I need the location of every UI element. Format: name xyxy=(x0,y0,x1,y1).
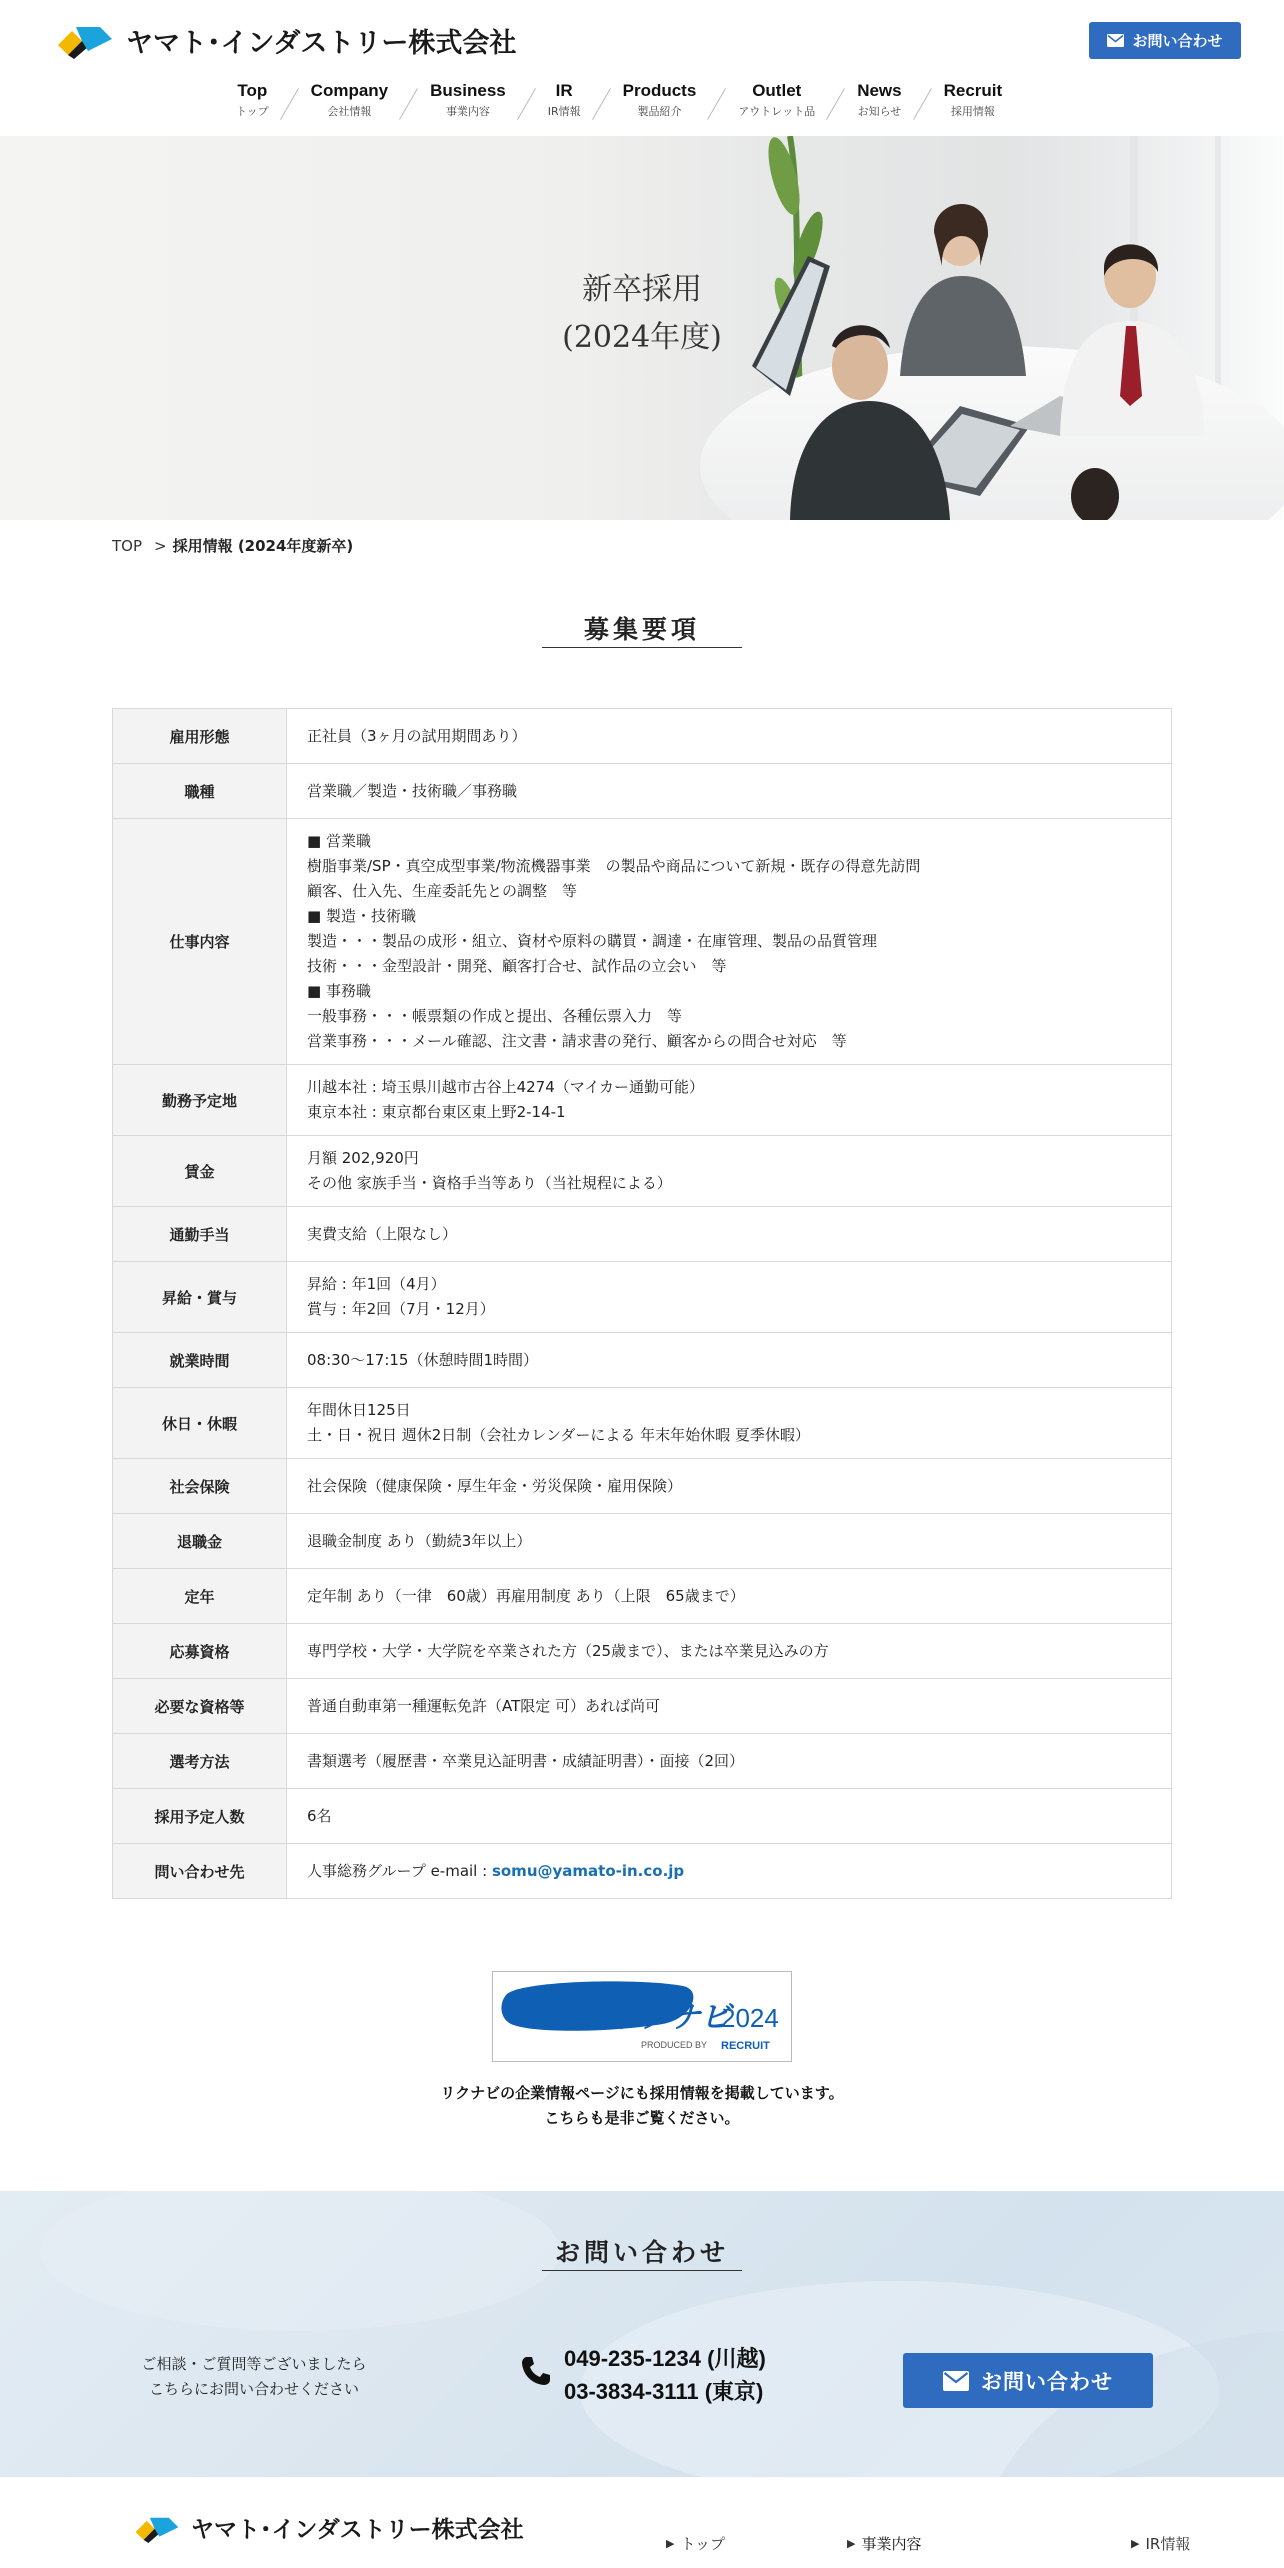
recruit-brand: RECRUIT xyxy=(721,2040,770,2052)
section-title-underline xyxy=(542,647,742,648)
nav-label-en: News xyxy=(857,81,902,100)
company-name: ヤマト･インダストリー株式会社 xyxy=(126,27,517,59)
table-row-label: 社会保険 xyxy=(113,1459,287,1513)
table-row-line: 実費支給（上限なし） xyxy=(307,1224,458,1243)
table-row xyxy=(113,1388,1171,1459)
table-row xyxy=(113,1844,1171,1899)
table-row-value xyxy=(287,1789,1171,1843)
table-row-value xyxy=(287,709,1171,763)
requirements-table xyxy=(112,708,1172,1899)
table-row-line: 昇給 : 年1回（4月） xyxy=(307,1275,446,1293)
table-row-label: 必要な資格等 xyxy=(113,1679,287,1733)
table-row-line: その他 家族手当・資格手当等あり（当社規程による） xyxy=(307,1174,672,1192)
table-row xyxy=(113,1569,1171,1624)
table-row xyxy=(113,1333,1171,1388)
table-row-value xyxy=(287,1065,1171,1135)
hero-title-line2: (2024年度) xyxy=(562,320,722,355)
rikunabi-banner[interactable] xyxy=(492,1971,792,2062)
yamato-logo-icon xyxy=(56,21,114,59)
triangle-right-icon: ▶ xyxy=(1131,2537,1140,2550)
table-row-line: ■ 製造・技術職 xyxy=(307,907,416,925)
rikunabi-produced-by: PRODUCED BY xyxy=(641,2040,708,2050)
table-row xyxy=(113,1789,1171,1844)
table-row-label: 賃金 xyxy=(113,1136,287,1206)
breadcrumb-current: 採用情報 (2024年度新卒) xyxy=(172,537,354,555)
global-nav xyxy=(226,80,1012,128)
table-row-line: 樹脂事業/SP・真空成型事業/物流機器事業 の製品や商品について新規・既存の得意先訪問 xyxy=(307,857,921,875)
table-row-line: 年間休日125日 xyxy=(307,1401,411,1419)
phone-numbers xyxy=(564,2342,766,2408)
nav-item-top[interactable] xyxy=(226,80,279,121)
table-row-line: 人事総務グループ e-mail : xyxy=(307,1861,492,1880)
table-row-label: 職種 xyxy=(113,764,287,818)
nav-label-en: Top xyxy=(237,81,268,100)
rikunabi-message-line1: リクナビの企業情報ページにも採用情報を掲載しています。 xyxy=(440,2084,844,2102)
table-row-label: 選考方法 xyxy=(113,1734,287,1788)
nav-label-ja: 製品紹介 xyxy=(637,105,682,118)
table-row-value xyxy=(287,1514,1171,1568)
table-row xyxy=(113,1459,1171,1514)
table-row-line: 土・日・祝日 週休2日制（会社カレンダーによる 年末年始休暇 夏季休暇） xyxy=(307,1426,810,1444)
table-row-line: 川越本社 : 埼玉県川越市古谷上4274（マイカー通勤可能） xyxy=(307,1078,705,1096)
table-row-line: 顧客、仕入先、生産委託先との調整 等 xyxy=(307,882,578,900)
rikunabi-logo-text: リクナビ xyxy=(611,2000,731,2035)
table-row-value xyxy=(287,1333,1171,1387)
contact-section xyxy=(0,2191,1284,2477)
table-row-line: 専門学校・大学・大学院を卒業された方（25歳まで）、または卒業見込みの方 xyxy=(307,1641,829,1660)
nav-item-ir[interactable] xyxy=(538,80,591,121)
nav-divider xyxy=(398,86,420,120)
table-row-line: 営業事務・・・メール確認、注文書・請求書の発行、顧客からの問合せ対応 等 xyxy=(307,1032,847,1050)
nav-label-ja: 事業内容 xyxy=(445,105,490,118)
envelope-icon xyxy=(1107,34,1124,47)
nav-divider xyxy=(912,86,934,120)
table-row-value xyxy=(287,1569,1171,1623)
table-row xyxy=(113,1679,1171,1734)
table-row-value xyxy=(287,1262,1171,1332)
table-row xyxy=(113,1734,1171,1789)
nav-label-en: Products xyxy=(622,81,697,100)
table-row-value xyxy=(287,1679,1171,1733)
footer-link-label: 事業内容 xyxy=(861,2535,922,2553)
table-row xyxy=(113,709,1171,764)
table-row-value xyxy=(287,1207,1171,1261)
table-row xyxy=(113,1514,1171,1569)
nav-label-ja: 会社情報 xyxy=(327,105,372,118)
phone-tokyo[interactable]: 03-3834-3111 (東京) xyxy=(564,2379,764,2404)
phone-icon xyxy=(520,2355,552,2387)
footer-link-top[interactable] xyxy=(666,2533,725,2554)
table-row-label: 定年 xyxy=(113,1569,287,1623)
table-row-label: 退職金 xyxy=(113,1514,287,1568)
triangle-right-icon: ▶ xyxy=(847,2537,856,2550)
company-logo[interactable] xyxy=(56,20,516,60)
table-row-line: ■ 事務職 xyxy=(307,982,371,1000)
envelope-icon xyxy=(943,2371,969,2391)
hero-title-line1: 新卒採用 xyxy=(582,272,702,307)
table-row-line: 6名 xyxy=(307,1806,332,1825)
table-row-value xyxy=(287,1624,1171,1678)
header-contact-label: お問い合わせ xyxy=(1132,32,1223,50)
nav-divider xyxy=(516,86,538,120)
table-row-line: 普通自動車第一種運転免許（AT限定 可）あれば尚可 xyxy=(307,1696,661,1715)
table-row xyxy=(113,1207,1171,1262)
rikunabi-message-line2: こちらも是非ご覧ください。 xyxy=(544,2109,740,2127)
table-row xyxy=(113,819,1171,1065)
breadcrumb-separator: > xyxy=(154,536,167,555)
yamato-logo-icon xyxy=(133,2513,181,2543)
table-row-label: 休日・休暇 xyxy=(113,1388,287,1458)
nav-label-ja: IR情報 xyxy=(547,105,581,118)
nav-item-products[interactable] xyxy=(613,80,707,121)
rikunabi-logo xyxy=(493,1972,791,2061)
hero-title xyxy=(0,266,1284,362)
table-row-value xyxy=(287,1734,1171,1788)
table-row-line: 定年制 あり（一律 60歳）再雇用制度 あり（上限 65歳まで） xyxy=(307,1586,745,1605)
contact-line xyxy=(307,1859,1151,1884)
table-row-line: 書類選考（履歴書・卒業見込証明書・成績証明書）・面接（2回） xyxy=(307,1751,745,1770)
table-row-line: 営業職／製造・技術職／事務職 xyxy=(307,781,518,800)
nav-label-ja: 採用情報 xyxy=(950,105,995,118)
section-title: 募集要項 xyxy=(583,615,700,644)
breadcrumb-home-link[interactable]: TOP xyxy=(112,536,143,555)
breadcrumb xyxy=(112,535,353,556)
site-header xyxy=(0,0,1284,136)
table-row-line: 製造・・・製品の成形・組立、資材や原料の購買・調達・在庫管理、製品の品質管理 xyxy=(307,932,878,950)
table-row-line: 一般事務・・・帳票類の作成と提出、各種伝票入力 等 xyxy=(307,1007,683,1025)
footer-company-name: ヤマト･インダストリー株式会社 xyxy=(191,2517,524,2543)
rikunabi-year: 2024 xyxy=(721,2003,779,2033)
phone-kawagoe[interactable]: 049-235-1234 (川越) xyxy=(564,2346,766,2371)
contact-message-line2: こちらにお問い合わせください xyxy=(148,2380,359,2398)
table-row-line: 08:30～17:15（休憩時間1時間） xyxy=(307,1350,538,1369)
table-row-label: 雇用形態 xyxy=(113,709,287,763)
footer-link-label: IR情報 xyxy=(1145,2535,1191,2553)
table-row xyxy=(113,1624,1171,1679)
nav-label-ja: お知らせ xyxy=(857,105,902,118)
table-row xyxy=(113,1136,1171,1207)
site-footer xyxy=(0,2477,1284,2568)
footer-link-business[interactable] xyxy=(847,2533,921,2554)
nav-item-news[interactable] xyxy=(847,80,911,121)
table-row-value xyxy=(287,1459,1171,1513)
table-row-line: 社会保険（健康保険・厚生年金・労災保険・雇用保険） xyxy=(307,1476,683,1495)
table-row-value xyxy=(287,764,1171,818)
nav-label-en: Outlet xyxy=(752,81,802,100)
table-row-label: 通勤手当 xyxy=(113,1207,287,1261)
nav-item-company[interactable] xyxy=(301,80,398,121)
table-row-line: 東京本社 : 東京都台東区東上野2-14-1 xyxy=(307,1103,566,1121)
nav-item-outlet[interactable] xyxy=(728,80,825,121)
table-row-label: 採用予定人数 xyxy=(113,1789,287,1843)
contact-message xyxy=(94,2352,414,2402)
footer-link-label: トップ xyxy=(680,2535,726,2553)
table-row-label: 就業時間 xyxy=(113,1333,287,1387)
header-contact-button[interactable] xyxy=(1089,22,1241,59)
contact-title: お問い合わせ xyxy=(554,2238,729,2267)
table-row-label: 問い合わせ先 xyxy=(113,1844,287,1898)
contact-button-label: お問い合わせ xyxy=(981,2369,1113,2394)
table-row-value xyxy=(287,1388,1171,1458)
footer-logo[interactable] xyxy=(133,2511,524,2544)
table-row-line: ■ 営業職 xyxy=(307,832,371,850)
nav-item-recruit[interactable] xyxy=(934,80,1013,121)
table-row xyxy=(113,764,1171,819)
nav-label-ja: アウトレット品 xyxy=(738,105,816,118)
nav-item-business[interactable] xyxy=(420,80,516,121)
table-row-label: 仕事内容 xyxy=(113,819,287,1064)
contact-message-line1: ご相談・ご質問等ございましたら xyxy=(141,2355,367,2373)
nav-divider xyxy=(706,86,728,120)
nav-label-en: Recruit xyxy=(943,81,1003,100)
nav-divider xyxy=(825,86,847,120)
table-row-value xyxy=(287,819,1171,1064)
rikunabi-message xyxy=(0,2081,1284,2131)
table-row-line: 正社員（3ヶ月の試用期間あり） xyxy=(307,726,527,745)
nav-label-en: Business xyxy=(430,81,506,100)
footer-link-ir[interactable] xyxy=(1131,2533,1190,2554)
table-row-line: 技術・・・金型設計・開発、顧客打合せ、試作品の立会い 等 xyxy=(307,957,727,975)
table-row xyxy=(113,1262,1171,1333)
triangle-right-icon: ▶ xyxy=(666,2537,675,2550)
contact-title-underline xyxy=(542,2270,742,2271)
hero-banner xyxy=(0,136,1284,520)
nav-divider xyxy=(279,86,301,120)
table-row-label: 昇給・賞与 xyxy=(113,1262,287,1332)
nav-label-en: IR xyxy=(555,81,573,100)
table-row-label: 勤務予定地 xyxy=(113,1065,287,1135)
table-row-value xyxy=(287,1844,1171,1898)
email-link[interactable]: somu@yamato-in.co.jp xyxy=(491,1861,685,1880)
contact-button[interactable] xyxy=(903,2353,1153,2408)
table-row-label: 応募資格 xyxy=(113,1624,287,1678)
nav-divider xyxy=(591,86,613,120)
table-row-line: 賞与 : 年2回（7月・12月） xyxy=(307,1300,495,1318)
nav-label-ja: トップ xyxy=(236,105,269,118)
nav-label-en: Company xyxy=(310,81,389,100)
table-row-line: 月額 202,920円 xyxy=(307,1149,419,1167)
table-row xyxy=(113,1065,1171,1136)
table-row-value xyxy=(287,1136,1171,1206)
table-row-line: 退職金制度 あり（勤続3年以上） xyxy=(307,1531,532,1550)
